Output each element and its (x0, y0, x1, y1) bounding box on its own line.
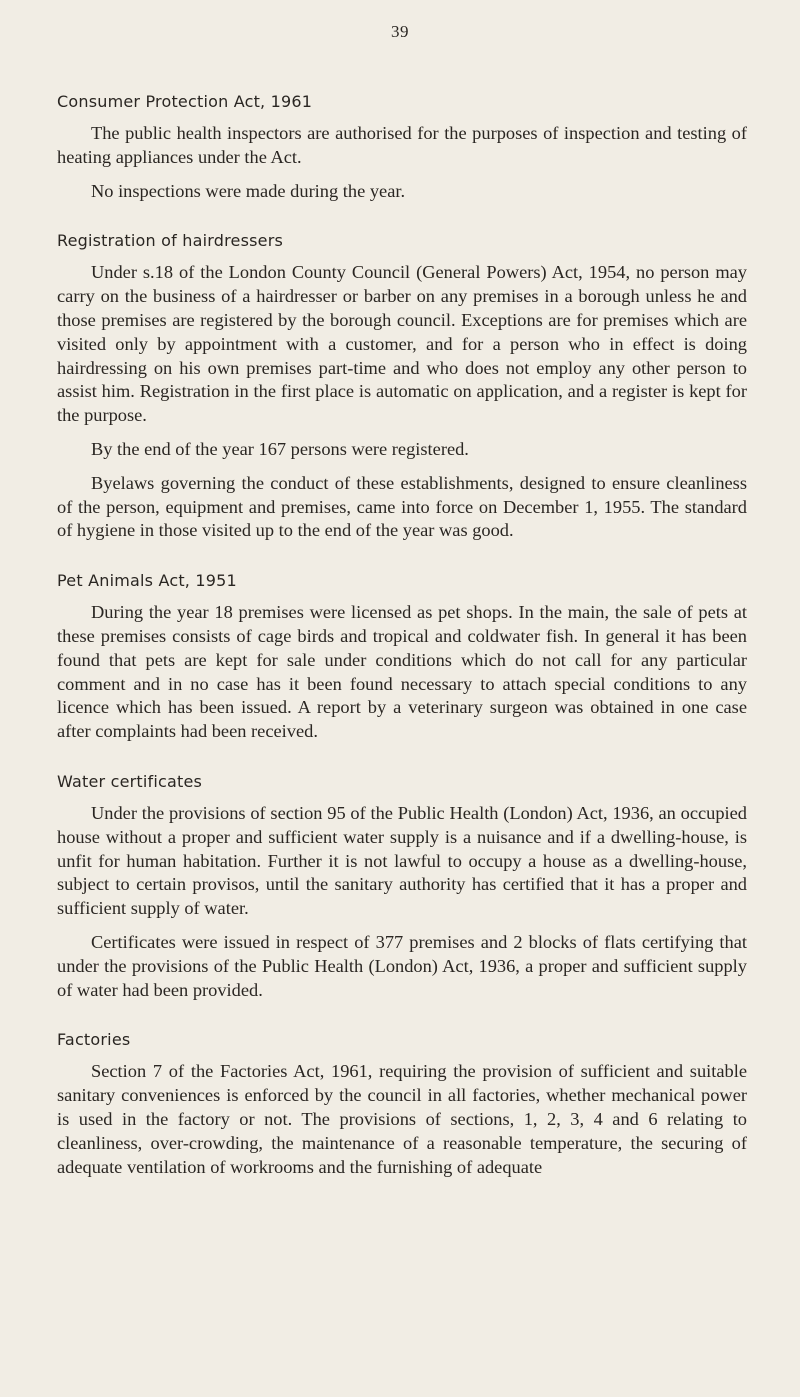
section-heading: Water certificates (57, 771, 203, 791)
section-heading: Registration of hairdressers (57, 231, 284, 251)
paragraph: Certificates were issued in respect of 377 premises and 2 blocks of flats certifying that under the provisions of the Public Health (London) Act, 1936, a proper and sufficient supply of water had been provided. (57, 931, 747, 1000)
paragraph: Section 7 of the Factories Act, 1961, requiring the provision of sufficient and suitable sanitary conveniences is enforced by the council in all factories, whether mechanical power is used in the factory or not. The provisions of sections, 1, 2, 3, 4 and 6 relating to cleanliness, over-crowding, the maintenance of a reasonable temperature, the securing of adequate ventilation of workrooms and the furnishing of adequate (57, 1061, 747, 1177)
section-heading: Factories (57, 1030, 131, 1050)
paragraph: During the year 18 premises were licensed as pet shops. In the main, the sale of pets at these premises consists of cage birds and tropical and coldwater fish. In general it has been found that pets are kept for sale under conditions which do not call for any particular comment and in no case has it been found necessary to attach special conditions to any licence which has been issued. A report by a veterinary surgeon was obtained in one case after complaints had been received. (57, 602, 747, 742)
section-consumer-protection (57, 92, 747, 203)
page-number: 39 (391, 22, 409, 41)
section-water-certificates (57, 772, 747, 1002)
section-hairdressers (57, 231, 747, 543)
section-factories (57, 1030, 747, 1179)
paragraph: Under s.18 of the London County Council (General Powers) Act, 1954, no person may carry on the business of a hairdresser or barber on any premises in a borough unless he and those premises are registered by the borough council. Exceptions are for premises which are visited only by appointment with a customer, and for a person who in effect is doing hairdressing on his own premises part-time and who does not employ any other person to assist him. Registration in the first place is automatic on application, and a register is kept for the purpose. (57, 262, 747, 426)
page-content (57, 92, 747, 1207)
paragraph: By the end of the year 167 persons were registered. (91, 438, 469, 459)
section-heading: Consumer Protection Act, 1961 (57, 92, 313, 111)
paragraph: Under the provisions of section 95 of the Public Health (London) Act, 1936, an occupied house without a proper and sufficient water supply is a nuisance and if a dwelling-house, is unfit for human habitation. Further it is not lawful to occupy a house as a dwelling-house, subject to certain provisos, until the sanitary authority has certified that it has a proper and sufficient supply of water. (57, 802, 747, 919)
section-heading: Pet Animals Act, 1951 (57, 571, 237, 591)
paragraph: The public health inspectors are authorised for the purposes of inspection and testing of heating appliances under the Act. (57, 123, 747, 167)
paragraph: Byelaws governing the conduct of these establishments, designed to ensure cleanliness of the person, equipment and premises, came into force on December 1, 1955. The standard of hygiene in those visited up to the end of the year was good. (57, 472, 747, 541)
paragraph: No inspections were made during the year. (91, 180, 406, 201)
section-pet-animals (57, 571, 747, 744)
